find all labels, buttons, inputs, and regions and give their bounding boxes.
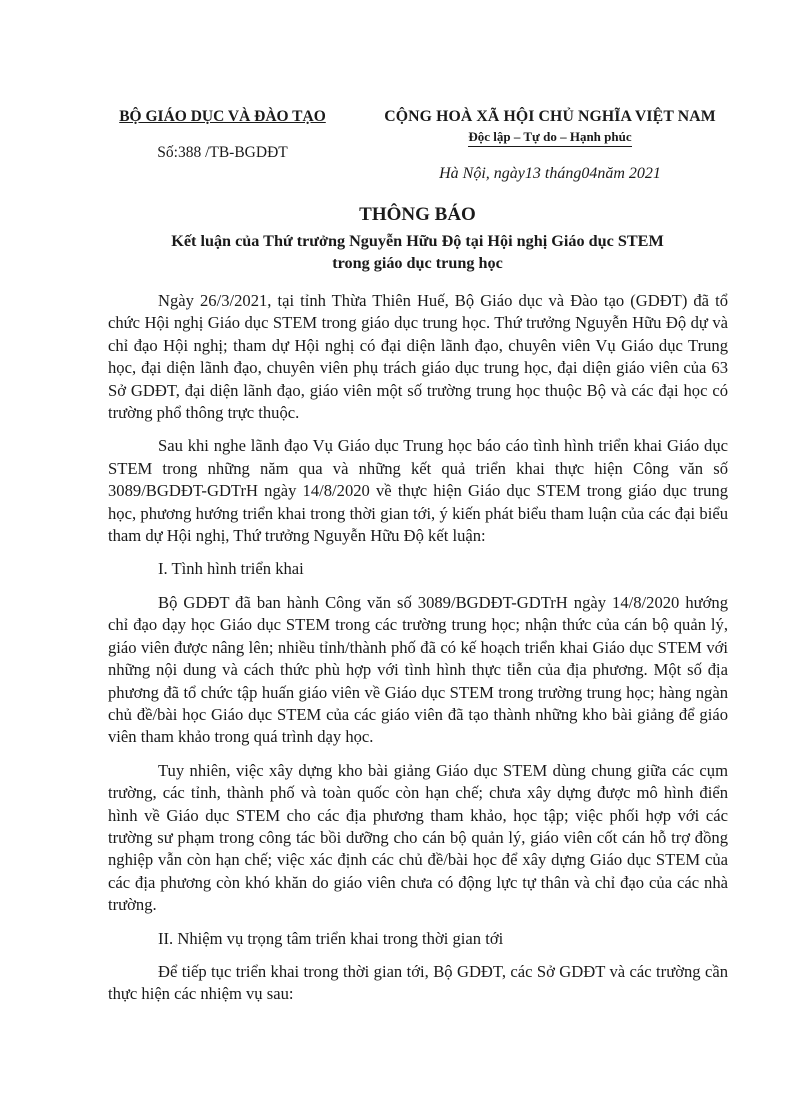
section-heading-1: I. Tình hình triển khai xyxy=(158,559,304,579)
subtitle-line-1: Kết luận của Thứ trưởng Nguyễn Hữu Độ tại Hội nghị Giáo dục STEM xyxy=(171,232,664,250)
national-motto: Độc lập – Tự do – Hạnh phúc xyxy=(468,129,631,147)
title-block xyxy=(100,204,735,274)
paragraph-tasks-lead: Để tiếp tục triển khai trong thời gian tới, Bộ GDĐT, các Sở GDĐT và các trường cần thực hiện các nhiệm vụ sau: xyxy=(108,961,728,1004)
paragraph-status: Bộ GDĐT đã ban hành Công văn số 3089/BGDĐT-GDTrH ngày 14/8/2020 hướng chỉ đạo dạy học Giáo dục STEM trong các trường trung học; nhận thức của cán bộ quản lý, giáo viên được nâng lên; nhiều tỉnh/thành phố đã có kế hoạch triển khai Giáo dục STEM với những nội dung và cách thức phù hợp với tình hình thực tiễn của địa phương. Một số địa phương đã tổ chức tập huấn giáo viên về Giáo dục STEM trong trường trung học; hàng ngàn chủ đề/bài học Giáo dục STEM của các giáo viên đã tạo thành những kho bài giảng để giáo viên tham khảo trong quá trình dạy học. xyxy=(108,592,728,747)
section-heading-2: II. Nhiệm vụ trọng tâm triển khai trong thời gian tới xyxy=(158,928,504,948)
document-body xyxy=(108,290,728,1017)
paragraph-intro: Ngày 26/3/2021, tại tỉnh Thừa Thiên Huế, Bộ Giáo dục và Đào tạo (GDĐT) đã tổ chức Hội nghị Giáo dục STEM trong giáo dục trung học. Thứ trưởng Nguyễn Hữu Độ dự và chỉ đạo Hội nghị; tham dự Hội nghị có đại diện lãnh đạo, chuyên viên Vụ Giáo dục Trung học, đại diện lãnh đạo, chuyên viên phụ trách giáo dục trung học, đại diện giáo viên của 63 Sở GDĐT, đại diện lãnh đạo, giáo viên một số trường trung học thuộc Bộ và các đại học có trường phổ thông trực thuộc. xyxy=(108,291,728,423)
document-number: Số:388 /TB-BGDĐT xyxy=(157,144,288,161)
document-title: THÔNG BÁO xyxy=(359,204,476,225)
paragraph-limitations: Tuy nhiên, việc xây dựng kho bài giảng Giáo dục STEM dùng chung giữa các cụm trường, các tỉnh, thành phố và toàn quốc còn hạn chế; chưa xây dựng được mô hình điển hình về Giáo dục STEM cho các địa phương tham khảo, học tập; việc phối hợp với các trường sư phạm trong công tác bồi dưỡng cho cán bộ quản lý, giáo viên cốt cán hỗ trợ đồng nghiệp vẫn còn hạn chế; việc xác định các chủ đề/bài học để xây dựng Giáo dục STEM của các địa phương còn khó khăn do giáo viên chưa có động lực tự thân và chỉ đạo của các nhà trường. xyxy=(108,760,728,915)
ministry-name: BỘ GIÁO DỤC VÀ ĐÀO TẠO xyxy=(119,108,326,125)
paragraph-conclusion-lead: Sau khi nghe lãnh đạo Vụ Giáo dục Trung học báo cáo tình hình triển khai Giáo dục STEM trong những năm qua và những kết quả triển khai thực hiện Công văn số 3089/BGDĐT-GDTrH ngày 14/8/2020 về thực hiện Giáo dục STEM trong giáo dục trung học, phương hướng triển khai trong thời gian tới, ý kiến phát biểu tham luận của các đại biểu tham dự Hội nghị, Thứ trưởng Nguyễn Hữu Độ kết luận: xyxy=(108,436,728,546)
nation-name: CỘNG HOÀ XÃ HỘI CHỦ NGHĨA VIỆT NAM xyxy=(384,108,716,125)
issuer-block xyxy=(100,108,345,162)
dateline: Hà Nội, ngày13 tháng04năm 2021 xyxy=(439,165,661,182)
subtitle-line-2: trong giáo dục trung học xyxy=(332,254,503,272)
national-heading-block xyxy=(365,108,735,183)
document-subtitle xyxy=(100,230,735,274)
